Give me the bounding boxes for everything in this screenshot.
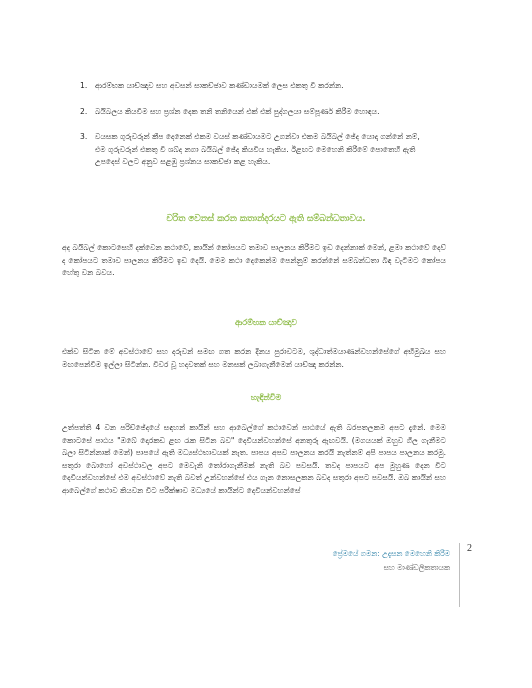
instructions-list xyxy=(80,80,432,182)
footer-divider xyxy=(459,543,460,607)
list-text: බයිබලය කියවීම සහ ප්‍රශ්න දෙක තනි තනියෙන් එක් එක් පුද්ගලයා සම්පූර්ණ කිරීම හොඳය. xyxy=(95,106,380,116)
footer-line-1: ප්‍රේමයේ ගමන: උදැසන මෙහෙනි කිරීම xyxy=(332,549,450,558)
footer-title xyxy=(250,547,450,575)
list-item xyxy=(80,106,432,119)
list-item xyxy=(80,131,432,169)
list-text: වයසක ගුරුවරුන් කීප දෙනෙක් එකම වයස් කණ්ඩායමට උගන්වා එකම බයිබල් ඡේද යොදා ගන්නේ නම්, එම ගුරුවරුන් එකතු වී ශබ්ද නගා බයිබල් ඡේද කියවිය හැකිය. ඊළඟට මෙහෙනි කිරීමේ පොතෙහි ඇති උපදෙස් වලට අනුව සළඹු ප්‍රශ්නය සාකච්ඡා කළ හැකිය. xyxy=(95,132,420,166)
introduction-heading: හැඳින්වීම xyxy=(250,393,282,402)
list-text: ආරම්භක යාච්ඤාව සහ අවසන් සාකච්ඡාව කණ්ඩායමක් ලෙස එකතු වී කරන්න. xyxy=(95,81,344,90)
page-number: 2 xyxy=(467,543,472,554)
list-item xyxy=(80,80,432,93)
list-number: 3. xyxy=(80,132,88,141)
section-heading: චරිත වෙනස් කරන කතාන්දරයට ඇති සම්බන්ධතාවය. xyxy=(166,214,366,224)
intro-paragraph: අද බයිබල් කොටසෙහි දක්වෙන කථාවේ, කායින් කෝපයට තමාව පාලනය කිරීමට ඉඩ දෙන්නාක් මෙන්, ළමා කථාවේ දෙව් ද කෝපයට තමාව පාලනය කිරීමට ඉඩ දෙයි. මෙම කථා දෙකෙන්ම පෙන්නුම් කරන්නේ සම්බන්ධතා බිඳ වැටීමට කෝපය හේතු වන බවය. xyxy=(62,243,446,277)
list-number: 1. xyxy=(80,81,88,90)
prayer-heading: ආරම්භක යාච්ඤාව xyxy=(234,318,297,327)
footer-line-2: සහ මාණ්ඩලිකතායක xyxy=(383,563,450,572)
introduction-paragraph: උත්පත්ති 4 වන පරිච්ඡේදයේ සඳහන් කායින් සහ ආබෙල්ගේ කථාවෙන් පාඨයේ ඇති බරපතලකම අපට දැනේ. මෙම කොටසේ පාඨය "ඔබේ දොරකඩ ළඟ රැක සිටින බව" දෙවියන්වහන්සේ අනතුරු ඇඟවයි. (මගයයක් ඔහුව ගිල ගැනීමට බලා සිටින්නාක් මෙන්) පාපයේ ඇති මධ්‍යස්ථභාවයක් නැත. පාපය අපව පාලනය කරයි නැත්නම් අපි පාපය පාලනය කරමු. සතුරා බොහෝ අවස්ථාවල අපට මෙවැනි තෝරාගැනීමක් නැති බව පවසයි. තවද පාපයට අප මුහුණ දෙන විට දෙවියන්වහන්සේ එම අවස්ථාවේ නැති බවත් උන්වහන්සේ එය ගැන නොසලකන බවද සතුරා අපට පවසයි. ඔබ කායින් සහ ආබෙල්ගේ කථාව කියවන විට පරීක්ෂාව මධ්‍යයේ කායින්ට දෙවියන්වහන්සේ xyxy=(62,423,446,495)
list-number: 2. xyxy=(80,106,88,116)
prayer-paragraph: එක්ව සිටින මේ අවස්ථාවේ සහ දරුවන් සමඟ ගත කරන දිනය පුරාවටම, ශුද්ධාත්මයාණන්වහන්සේගේ අභිමුඛය සහ මඟපෙන්වීම ඉල්ලා සිටින්න. විවර වූ හදවතක් සහ මනසක් ලබාගැනීමෙන් යාච්ඤා කරන්න. xyxy=(62,347,446,369)
